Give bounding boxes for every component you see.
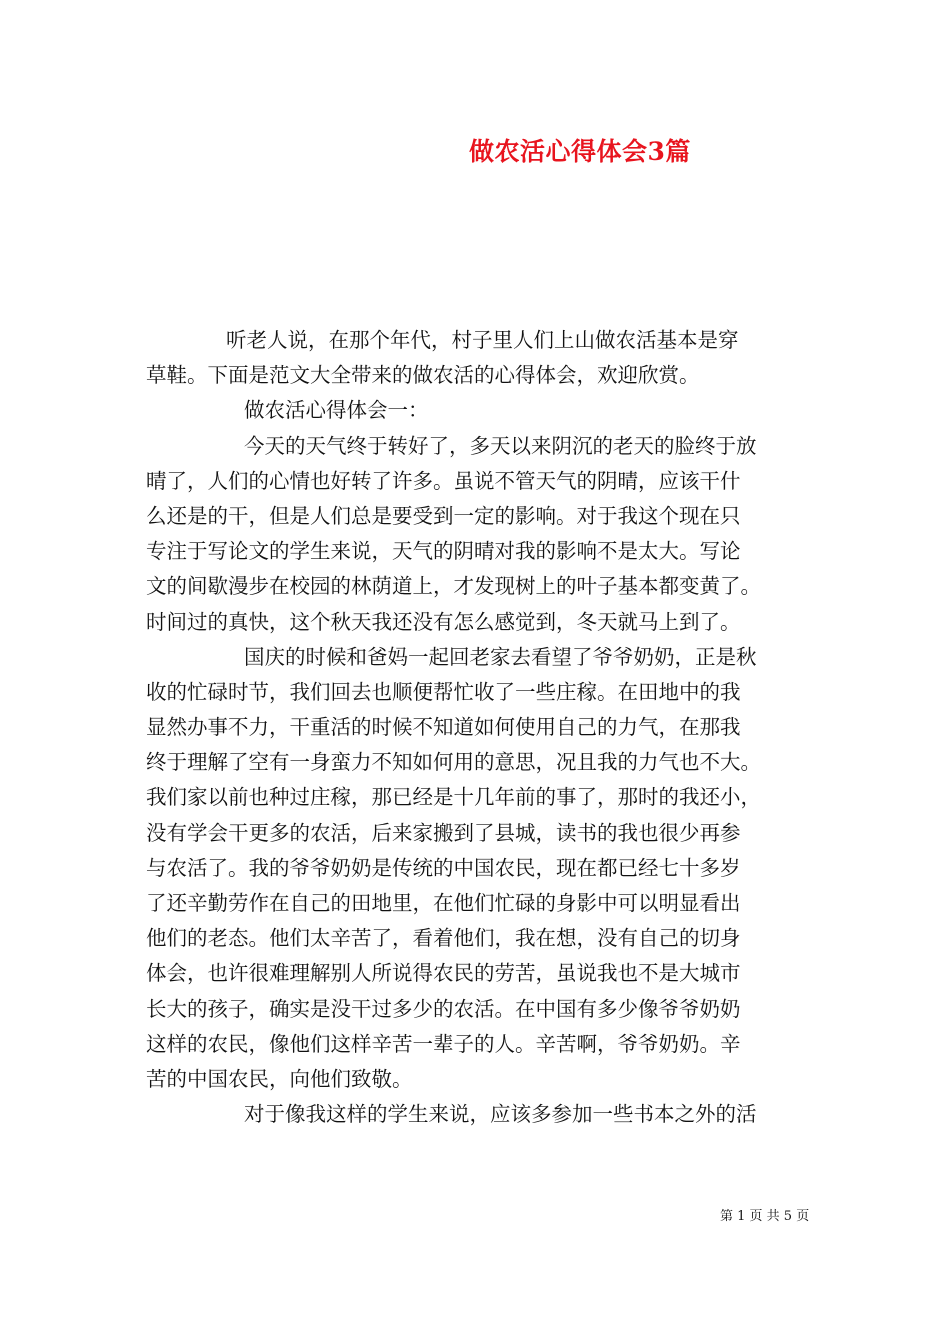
page-footer: 第 1 页 共 5 页 (720, 1209, 810, 1224)
body-line: 对于像我这样的学生来说，应该多参加一些书本之外的活 (244, 1102, 757, 1127)
body-line: 做农活心得体会一： (244, 398, 429, 423)
body-line: 草鞋。下面是范文大全带来的做农活的心得体会，欢迎欣赏。 (146, 363, 700, 388)
body-line: 国庆的时候和爸妈一起回老家去看望了爷爷奶奶，正是秋 (244, 644, 757, 669)
body-line: 晴了，人们的心情也好转了许多。虽说不管天气的阴晴，应该干什 (146, 468, 741, 493)
body-line: 与农活了。我的爷爷奶奶是传统的中国农民，现在都已经七十多岁 (146, 855, 741, 880)
document-body (146, 323, 836, 1132)
body-line: 听老人说，在那个年代，村子里人们上山做农活基本是穿 (226, 328, 739, 352)
body-line: 今天的天气终于转好了，多天以来阴沉的老天的脸终于放 (244, 433, 757, 458)
body-line: 终于理解了空有一身蛮力不知如何用的意思，况且我的力气也不大。 (146, 750, 761, 775)
body-line: 文的间歇漫步在校园的林荫道上，才发现树上的叶子基本都变黄了。 (146, 574, 761, 599)
body-line: 这样的农民，像他们这样辛苦一辈子的人。辛苦啊，爷爷奶奶。辛 (146, 1031, 741, 1056)
body-line: 显然办事不力，干重活的时候不知道如何使用自己的力气，在那我 (146, 715, 741, 740)
body-line: 我们家以前也种过庄稼，那已经是十几年前的事了，那时的我还小， (146, 785, 761, 810)
body-line: 时间过的真快，这个秋天我还没有怎么感觉到，冬天就马上到了。 (146, 609, 741, 634)
body-line: 长大的孩子，确实是没干过多少的农活。在中国有多少像爷爷奶奶 (146, 996, 741, 1021)
body-line: 他们的老态。他们太辛苦了，看着他们，我在想，没有自己的切身 (146, 926, 741, 951)
document-title: 做农活心得体会3篇 (469, 137, 691, 166)
body-line: 收的忙碌时节，我们回去也顺便帮忙收了一些庄稼。在田地中的我 (146, 679, 741, 704)
body-line: 么还是的干，但是人们总是要受到一定的影响。对于我这个现在只 (146, 503, 741, 528)
body-line: 专注于写论文的学生来说，天气的阴晴对我的影响不是太大。写论 (146, 539, 741, 564)
body-line: 了还辛勤劳作在自己的田地里，在他们忙碌的身影中可以明显看出 (146, 891, 741, 915)
body-line: 苦的中国农民，向他们致敬。 (146, 1066, 413, 1091)
body-line: 没有学会干更多的农活，后来家搬到了县城，读书的我也很少再参 (146, 820, 741, 845)
body-line: 体会，也许很难理解别人所说得农民的劳苦，虽说我也不是大城市 (146, 961, 741, 986)
